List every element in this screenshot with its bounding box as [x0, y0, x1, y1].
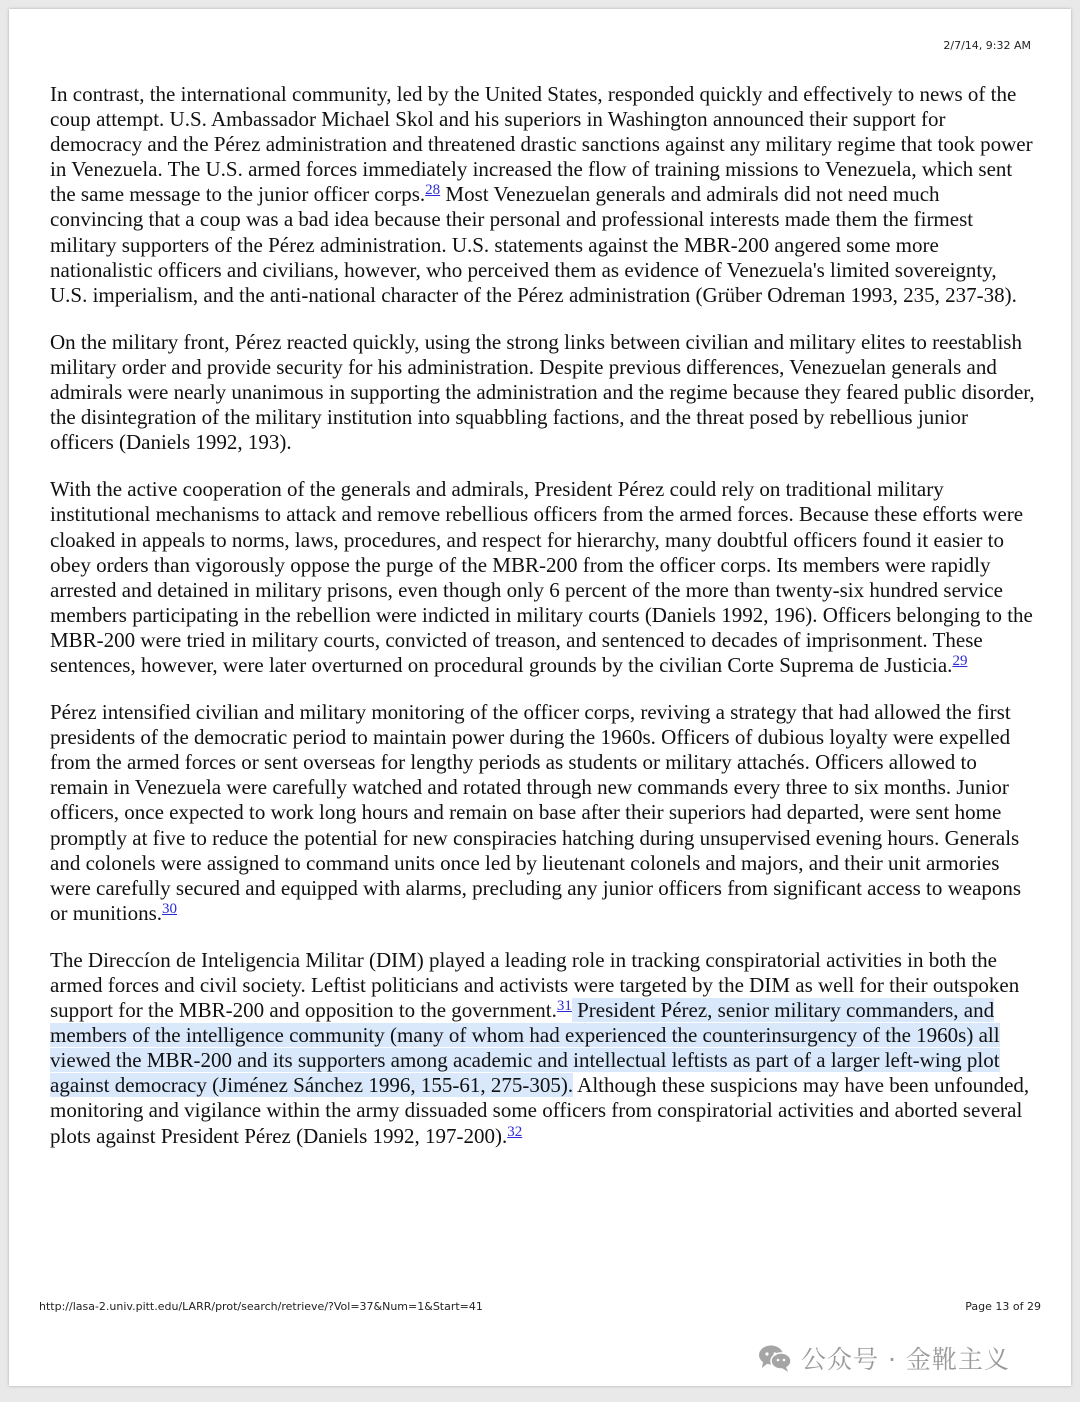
paragraph-text: Although these suspicions may have been unfounded, monitoring and vigilance within the army dissuaded some officers from conspiratorial activities and aborted several plots against President Pérez (Daniels 1992, 197-200).: [50, 1073, 1030, 1148]
article-body: [50, 82, 1035, 1171]
paragraph-3: [50, 477, 1035, 678]
paragraph-text: With the active cooperation of the generals and admirals, President Pérez could rely on traditional military institutional mechanisms to attack and remove rebellious officers from the armed forces. Because these efforts were cloaked in appeals to norms, laws, procedures, and respect for hierarchy, many doubtful officers found it easier to obey orders than vigorously oppose the purge of the MBR-200 from the officer corps. Its members were rapidly arrested and detained in military prisons, even though only 6 percent of the more than twenty-six hundred service members participating in the rebellion were indicted in military courts (Daniels 1992, 196). Officers belonging to the MBR-200 were tried in military courts, convicted of treason, and sentenced to decades of imprisonment. These sentences, however, were later overturned on procedural grounds by the civilian Corte Suprema de Justicia.: [50, 477, 1033, 677]
highlighted-text-selection[interactable]: President Pérez, senior military commanders, and members of the intelligence community (many of whom had experienced the counterinsurgency of the 1960s) all viewed the MBR-200 and its supporters among academic and intellectual leftists as part of a larger left-wing plot against democracy (Jiménez Sánchez 1996, 155-61, 275-305).: [50, 998, 1000, 1098]
paragraph-5: [50, 948, 1035, 1149]
paragraph-text: Pérez intensified civilian and military monitoring of the officer corps, reviving a strategy that had allowed the first presidents of the democratic period to maintain power during the 1960s. Officers of dubious loyalty were expelled from the armed forces or sent overseas for lengthy periods as students or military attachés. Officers allowed to remain in Venezuela were carefully watched and rotated through new commands every three to six months. Junior officers, once expected to work long hours and remain on base after their superiors had departed, were sent home promptly at five to reduce the potential for new conspiracies hatching during unsupervised evening hours. Generals and colonels were assigned to command units once led by lieutenant colonels and majors, and their unit armories were carefully secured and equipped with alarms, precluding any junior officers from significant access to weapons or munitions.: [50, 700, 1022, 925]
footnote-link-28[interactable]: 28: [425, 182, 441, 199]
watermark: [757, 1340, 1010, 1376]
paragraph-text: In contrast, the international community, led by the United States, responded quickly and effectively to news of the coup attempt. U.S. Ambassador Michael Skol and his superiors in Washington announced their support for democracy and the Pérez administration and threatened drastic sanctions against any military regime that took power in Venezuela. The U.S. armed forces immediately increased the flow of training missions to Venezuela, which sent the same message to the junior officer corps.: [50, 82, 1033, 207]
watermark-text: 公众号 · 金靴主义: [801, 1345, 1010, 1374]
paragraph-4: [50, 700, 1035, 926]
paragraph-2: On the military front, Pérez reacted quickly, using the strong links between civilian and military elites to reestablish military order and provide security for his administration. Despite previous differences, Venezuelan generals and admirals were nearly unanimous in supporting the administration and the regime because they feared public disorder, the disintegration of the military institution into squabbling factions, and the threat posed by rebellious junior officers (Daniels 1992, 193).: [50, 329, 1035, 455]
footnote-link-32[interactable]: 32: [507, 1123, 523, 1140]
paragraph-text: Most Venezuelan generals and admirals did not need much convincing that a coup was a bad idea because their personal and professional interests made them the firmest military supporters of the Pérez administration. U.S. statements against the MBR-200 angered some more nationalistic officers and civilians, however, who perceived them as evidence of Venezuela's limited sovereignty, U.S. imperialism, and the anti-national character of the Pérez administration (Grüber Odreman 1993, 235, 237-38).: [50, 182, 1017, 307]
footnote-link-31[interactable]: 31: [556, 998, 572, 1015]
paragraph-text: The Direccíon de Inteligencia Militar (DIM) played a leading role in tracking conspiratorial activities in both the armed forces and civil society. Leftist politicians and activists were targeted by the DIM as well for their outspoken support for the MBR-200 and opposition to the government.: [50, 947, 1020, 1023]
source-url: http://lasa-2.univ.pitt.edu/LARR/prot/search/retrieve/?Vol=37&Num=1&Start=41: [39, 1300, 483, 1313]
document-page: [9, 9, 1071, 1386]
print-date: 2/7/14, 9:32 AM: [943, 39, 1031, 52]
page-number: Page 13 of 29: [965, 1300, 1041, 1313]
paragraph-1: [50, 82, 1035, 308]
wechat-icon: [757, 1343, 793, 1373]
footnote-link-30[interactable]: 30: [162, 900, 178, 917]
footnote-link-29[interactable]: 29: [952, 652, 968, 669]
